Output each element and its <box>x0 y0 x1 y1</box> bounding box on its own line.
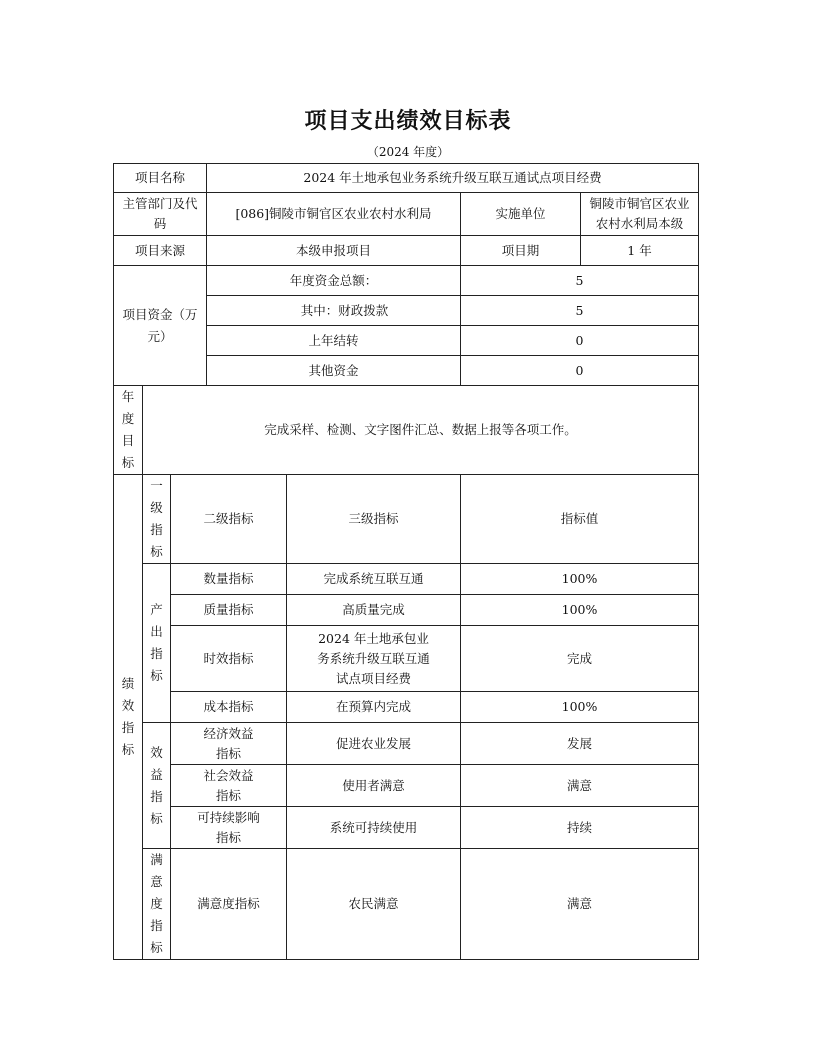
output-value: 100% <box>461 564 699 595</box>
benefit-value: 发展 <box>461 723 699 765</box>
output-level2: 数量指标 <box>171 564 287 595</box>
row-benefit-sustainable <box>114 807 699 849</box>
row-output-cost <box>114 692 699 723</box>
row-output-quality <box>114 595 699 626</box>
satisfaction-value: 满意 <box>461 849 699 960</box>
row-department <box>114 193 699 236</box>
row-benefit-economic <box>114 723 699 765</box>
implementing-unit-value: 铜陵市铜官区农业农村水利局本级 <box>581 193 699 236</box>
row-satisfaction <box>114 849 699 960</box>
row-indicator-headers <box>114 475 699 564</box>
benefit-level2: 可持续影响指标 <box>171 807 287 849</box>
row-funds-total <box>114 266 699 296</box>
funds-label: 项目资金（万元） <box>114 266 207 386</box>
output-level3: 高质量完成 <box>287 595 461 626</box>
performance-table <box>113 163 699 960</box>
performance-indicators-label: 绩效指标 <box>114 475 143 960</box>
project-name-value: 2024 年土地承包业务系统升级互联互通试点项目经费 <box>207 164 699 193</box>
satisfaction-level3: 农民满意 <box>287 849 461 960</box>
funds-total-label: 年度资金总额： <box>207 266 461 296</box>
page-year: （2024 年度） <box>366 145 450 159</box>
page-title: 项目支出绩效目标表 <box>304 109 512 134</box>
row-annual-goal <box>114 386 699 475</box>
satisfaction-level2: 满意度指标 <box>171 849 287 960</box>
benefit-level3: 促进农业发展 <box>287 723 461 765</box>
row-project-name <box>114 164 699 193</box>
header-level1: 一级指标 <box>143 475 171 564</box>
implementing-unit-label: 实施单位 <box>461 193 581 236</box>
funds-carryover-value: 0 <box>461 326 699 356</box>
satisfaction-indicators-label: 满意度指标 <box>143 849 171 960</box>
output-level2: 质量指标 <box>171 595 287 626</box>
benefit-value: 持续 <box>461 807 699 849</box>
row-source <box>114 236 699 266</box>
header-level3: 三级指标 <box>287 475 461 564</box>
output-level3: 2024 年土地承包业务系统升级互联互通试点项目经费 <box>287 626 461 692</box>
output-value: 100% <box>461 595 699 626</box>
output-value: 100% <box>461 692 699 723</box>
funds-other-value: 0 <box>461 356 699 386</box>
header-value: 指标值 <box>461 475 699 564</box>
project-period-value: 1 年 <box>581 236 699 266</box>
benefit-level3: 使用者满意 <box>287 765 461 807</box>
output-value: 完成 <box>461 626 699 692</box>
department-label: 主管部门及代码 <box>114 193 207 236</box>
funds-carryover-label: 上年结转 <box>207 326 461 356</box>
output-indicators-label: 产出指标 <box>143 564 171 723</box>
funds-fiscal-label: 其中：财政拨款 <box>207 296 461 326</box>
project-name-label: 项目名称 <box>114 164 207 193</box>
department-value: [086]铜陵市铜官区农业农村水利局 <box>207 193 461 236</box>
project-source-value: 本级申报项目 <box>207 236 461 266</box>
row-output-timeliness <box>114 626 699 692</box>
benefit-value: 满意 <box>461 765 699 807</box>
output-level3: 完成系统互联互通 <box>287 564 461 595</box>
benefit-level2: 经济效益指标 <box>171 723 287 765</box>
project-period-label: 项目期 <box>461 236 581 266</box>
header-level2: 二级指标 <box>171 475 287 564</box>
funds-other-label: 其他资金 <box>207 356 461 386</box>
benefit-level3: 系统可持续使用 <box>287 807 461 849</box>
output-level2: 时效指标 <box>171 626 287 692</box>
funds-fiscal-value: 5 <box>461 296 699 326</box>
row-benefit-social <box>114 765 699 807</box>
annual-goal-text: 完成采样、检测、文字图件汇总、数据上报等各项工作。 <box>143 386 699 475</box>
row-output-quantity <box>114 564 699 595</box>
funds-total-value: 5 <box>461 266 699 296</box>
output-level2: 成本指标 <box>171 692 287 723</box>
project-source-label: 项目来源 <box>114 236 207 266</box>
annual-goal-label: 年度目标 <box>114 386 143 475</box>
benefit-indicators-label: 效益指标 <box>143 723 171 849</box>
benefit-level2: 社会效益指标 <box>171 765 287 807</box>
output-level3: 在预算内完成 <box>287 692 461 723</box>
